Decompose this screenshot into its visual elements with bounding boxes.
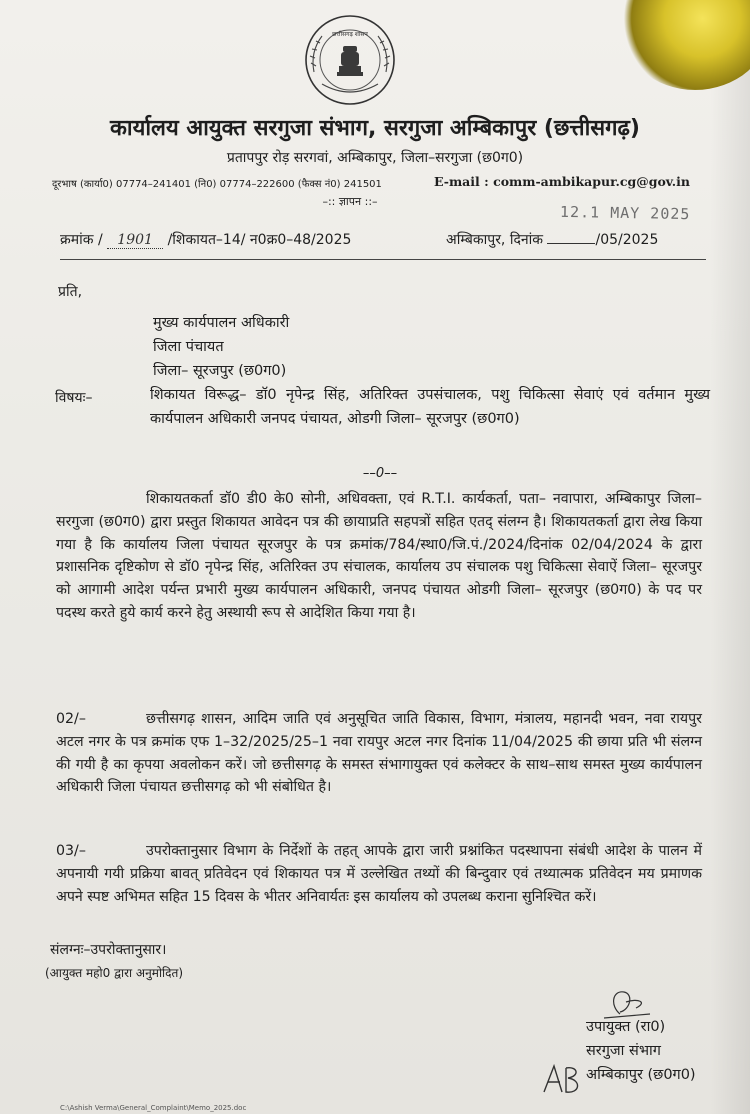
memo-label: –:: ज्ञापन ::–: [322, 195, 378, 208]
reference-prefix: क्रमांक /: [60, 232, 103, 248]
subject-label: विषयः–: [55, 390, 93, 406]
recipient-line: जिला– सूरजपुर (छ0ग0): [153, 363, 287, 379]
office-phone: दूरभाष (कार्या0) 07774–241401 (नि0) 07774–222600 (फैक्स नं0) 241501: [52, 179, 382, 190]
reference-number: 1901: [107, 232, 163, 249]
office-email: E-mail : comm-ambikapur.cg@gov.in: [434, 174, 690, 189]
paragraph-1-text: शिकायतकर्ता डॉ0 डी0 के0 सोनी, अधिवक्ता, एवं R.T.I. कार्यकर्ता, पता– नवापारा, अम्बिकापुर जिला– सरगुजा (छ0ग0) द्वारा प्रस्तुत शिकायत आवेदन पत्र की छायाप्रति सहपत्रों सहित एतद् संलग्न है। शिकायतकर्ता द्वारा लेख किया गया है कि कार्यालय जिला पंचायत सूरजपुर के पत्र क्रमांक/784/स्था0/जि.पं./2024/दिनांक 02/04/2024 के द्वारा प्रशासनिक दृष्टिकोण से डॉ0 नृपेन्द्र सिंह, अतिरिक्त उप संचालक, कार्यालय उप संचालक पशु चिकित्सा सेवाऐं जिला– सूरजपुर को आगामी आदेश पर्यन्त प्रभारी मुख्य कार्यपालन अधिकारी, जनपद पंचायत ओडगी जिला– सूरजपुर (छ0ग0) के पद पर पदस्थ करते हुये कार्य करने हेतु अस्थायी रूप से आदेशित किया गया है।: [56, 491, 702, 621]
paragraph-3-number: 03/–: [56, 843, 86, 859]
signatory-line: उपायुक्त (रा0): [586, 1019, 666, 1035]
reference-line: [60, 230, 351, 249]
background-object: [620, 0, 750, 90]
paragraph-2-text: छत्तीसगढ़ शासन, आदिम जाति एवं अनुसूचित जाति विकास, विभाग, मंत्रालय, महानदी भवन, नवा रायपुर अटल नगर के पत्र क्रमांक एफ 1–32/2025/25–1 नवा रायपुर अटल नगर दिनांक 11/04/2025 की छाया प्रति भी संलग्न की गयी है का कृपया अवलोकन करें। जो छत्तीसगढ़ के समस्त संभागायुक्त एवं कलेक्टर के साथ–साथ समस्त मुख्य कार्यपालन अधिकारी जिला पंचायत छत्तीसगढ़ को भी संबोधित है।: [56, 711, 702, 796]
to-label: प्रति,: [58, 284, 83, 300]
paragraph-2: [56, 708, 702, 799]
recipient-line: मुख्य कार्यपालन अधिकारी: [153, 315, 290, 331]
office-address: प्रतापपुर रोड़ सरगवां, अम्बिकापुर, जिला–सरगुजा (छ0ग0): [226, 150, 524, 166]
date-place: अम्बिकापुर, दिनांक: [446, 232, 544, 248]
government-emblem-icon: [302, 12, 398, 108]
file-path-footer: C:\Ashish Verma\General_Complaint\Memo_2025.doc: [60, 1104, 247, 1112]
date-blank: [547, 243, 595, 244]
signatory-line: सरगुजा संभाग: [586, 1043, 661, 1059]
paragraph-2-number: 02/–: [56, 711, 86, 727]
reference-rest: /शिकायत–14/ न0क्र0–48/2025: [167, 232, 352, 248]
approval-note: (आयुक्त महो0 द्वारा अनुमोदित): [45, 966, 184, 980]
date-suffix: /05/2025: [595, 232, 659, 248]
initials-icon: [540, 1060, 584, 1100]
office-title: कार्यालय आयुक्त सरगुजा संभाग, सरगुजा अम्बिकापुर (छत्तीसगढ़): [110, 116, 640, 141]
enclosure: संलग्नः–उपरोक्तानुसार।: [50, 942, 167, 958]
header-rule: [60, 259, 706, 260]
date-stamp: 12.1 MAY 2025: [559, 202, 691, 224]
separator: ––0––: [362, 466, 398, 481]
svg-text:छत्तीसगढ़ शासन: छत्तीसगढ़ शासन: [332, 31, 368, 38]
recipient-line: जिला पंचायत: [153, 339, 224, 355]
date-line: [446, 230, 658, 249]
page-shadow: [710, 0, 750, 1114]
paragraph-1: [56, 488, 702, 625]
paragraph-3: [56, 840, 702, 908]
signatory-line: अम्बिकापुर (छ0ग0): [586, 1067, 696, 1083]
subject-text: शिकायत विरूद्ध– डॉ0 नृपेन्द्र सिंह, अतिरिक्त उपसंचालक, पशु चिकित्सा सेवाएं एवं वर्तमान मुख्य कार्यपालन अधिकारी जनपद पंचायत, ओडगी जिला– सूरजपुर (छ0ग0): [150, 387, 710, 427]
paragraph-3-text: उपरोक्तानुसार विभाग के निर्देशों के तहत् आपके द्वारा जारी प्रश्नांकित पदस्थापना संबंधी आदेश के पालन में अपनायी गयी प्रक्रिया बावत् प्रतिवेदन एवं शिकायत पत्र में उल्लेखित तथ्यों की बिन्दुवार एवं तथ्यात्मक प्रतिवेदन मय प्रमाणक अपने स्पष्ट अभिमत सहित 15 दिवस के भीतर अनिवार्यतः इस कार्यालय को उपलब्ध कराना सुनिश्चित करें।: [56, 843, 702, 905]
